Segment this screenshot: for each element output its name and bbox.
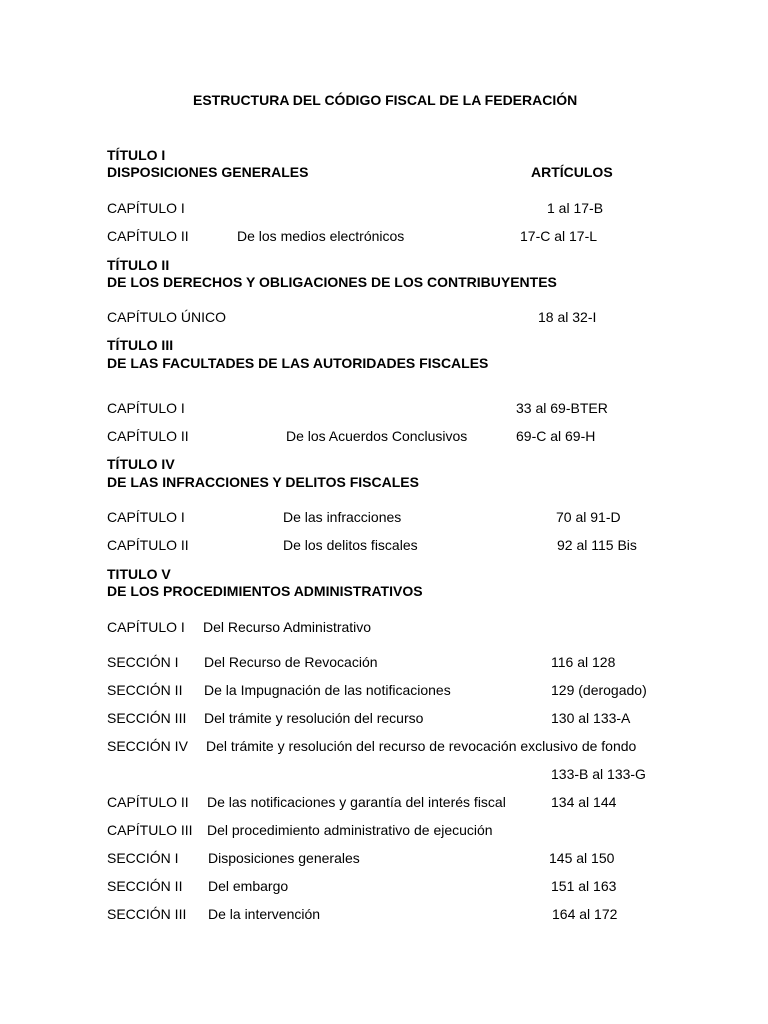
titulo-5-row-10-description: De la intervención <box>208 906 321 922</box>
titulo-3-name: DE LAS FACULTADES DE LAS AUTORIDADES FISCALES <box>107 355 489 371</box>
titulo-5-row-9-description: Del embargo <box>208 878 289 894</box>
titulo-1-name: DISPOSICIONES GENERALES <box>107 164 309 180</box>
titulo-5-row-10-chapter: SECCIÓN III <box>107 906 187 922</box>
titulo-5-row-6-description: De las notificaciones y garantía del interés fiscal <box>207 794 506 810</box>
titulo-4-row-2-articles: 92 al 115 Bis <box>557 537 637 553</box>
titulo-5-row-9-articles: 151 al 163 <box>551 878 617 894</box>
titulo-5-label: TITULO V <box>107 566 171 582</box>
titulo-5-name: DE LOS PROCEDIMIENTOS ADMINISTRATIVOS <box>107 583 423 599</box>
titulo-3-row-2-chapter: CAPÍTULO II <box>107 428 189 444</box>
titulo-5-row-7-chapter: CAPÍTULO III <box>107 822 193 838</box>
titulo-5-row-5-chapter: SECCIÓN IV <box>107 738 188 754</box>
titulo-5-row-6-articles: 134 al 144 <box>551 794 617 810</box>
titulo-5-row-6-chapter: CAPÍTULO II <box>107 794 189 810</box>
titulo-1-row-2-articles: 17-C al 17-L <box>520 228 598 244</box>
titulo-3-row-1-articles: 33 al 69-BTER <box>516 400 608 416</box>
titulo-1-row-1-chapter: CAPÍTULO I <box>107 200 185 216</box>
titulo-3-row-2-description: De los Acuerdos Conclusivos <box>286 428 468 444</box>
titulo-1-row-1-articles: 1 al 17-B <box>547 200 604 216</box>
titulo-5-row-1-chapter: CAPÍTULO I <box>107 619 185 635</box>
titulo-1-label: TÍTULO I <box>107 147 166 163</box>
titulo-4-row-2-description: De los delitos fiscales <box>283 537 418 553</box>
titulo-2-name: DE LOS DERECHOS Y OBLIGACIONES DE LOS CONTRIBUYENTES <box>107 274 557 290</box>
titulo-3-row-1-chapter: CAPÍTULO I <box>107 400 185 416</box>
titulo-4-label: TÍTULO IV <box>107 456 175 472</box>
document-title: ESTRUCTURA DEL CÓDIGO FISCAL DE LA FEDERACIÓN <box>193 92 578 108</box>
titulo-4-row-1-articles: 70 al 91-D <box>556 509 621 525</box>
titulo-4-row-2-chapter: CAPÍTULO II <box>107 537 189 553</box>
titulo-5-row-4-chapter: SECCIÓN III <box>107 710 187 726</box>
titulo-5-row-8-chapter: SECCIÓN I <box>107 850 179 866</box>
titulo-5-row-5-articles: 133-B al 133-G <box>551 766 646 782</box>
titulo-5-row-4-description: Del trámite y resolución del recurso <box>204 710 424 726</box>
titulo-5-row-8-articles: 145 al 150 <box>549 850 615 866</box>
titulo-5-row-2-articles: 116 al 128 <box>551 654 616 670</box>
titulo-5-row-2-description: Del Recurso de Revocación <box>204 654 378 670</box>
titulo-1-row-2-chapter: CAPÍTULO II <box>107 228 189 244</box>
titulo-5-row-4-articles: 130 al 133-A <box>551 710 631 726</box>
titulo-5-row-2-chapter: SECCIÓN I <box>107 654 179 670</box>
titulo-5-row-9-chapter: SECCIÓN II <box>107 878 183 894</box>
titulo-4-row-1-description: De las infracciones <box>283 509 402 525</box>
titulo-1-row-2-description: De los medios electrónicos <box>237 228 405 244</box>
titulo-2-label: TÍTULO II <box>107 257 170 273</box>
titulo-4-row-1-chapter: CAPÍTULO I <box>107 509 185 525</box>
titulo-5-row-5-description: Del trámite y resolución del recurso de revocación exclusivo de fondo <box>206 738 637 754</box>
titulo-5-row-8-description: Disposiciones generales <box>208 850 360 866</box>
titulo-5-row-3-chapter: SECCIÓN II <box>107 682 183 698</box>
titulo-5-row-7-description: Del procedimiento administrativo de ejecución <box>207 822 493 838</box>
titulo-3-row-2-articles: 69-C al 69-H <box>516 428 596 444</box>
titulo-5-row-3-articles: 129 (derogado) <box>551 682 647 698</box>
articulos-header: ARTÍCULOS <box>531 164 613 180</box>
titulo-2-row-1-chapter: CAPÍTULO ÚNICO <box>107 309 227 325</box>
titulo-4-name: DE LAS INFRACCIONES Y DELITOS FISCALES <box>107 474 419 490</box>
titulo-2-row-1-articles: 18 al 32-I <box>538 309 597 325</box>
titulo-5-row-1-description: Del Recurso Administrativo <box>203 619 372 635</box>
titulo-5-row-10-articles: 164 al 172 <box>552 906 618 922</box>
titulo-3-label: TÍTULO III <box>107 337 174 353</box>
titulo-5-row-3-description: De la Impugnación de las notificaciones <box>204 682 451 698</box>
